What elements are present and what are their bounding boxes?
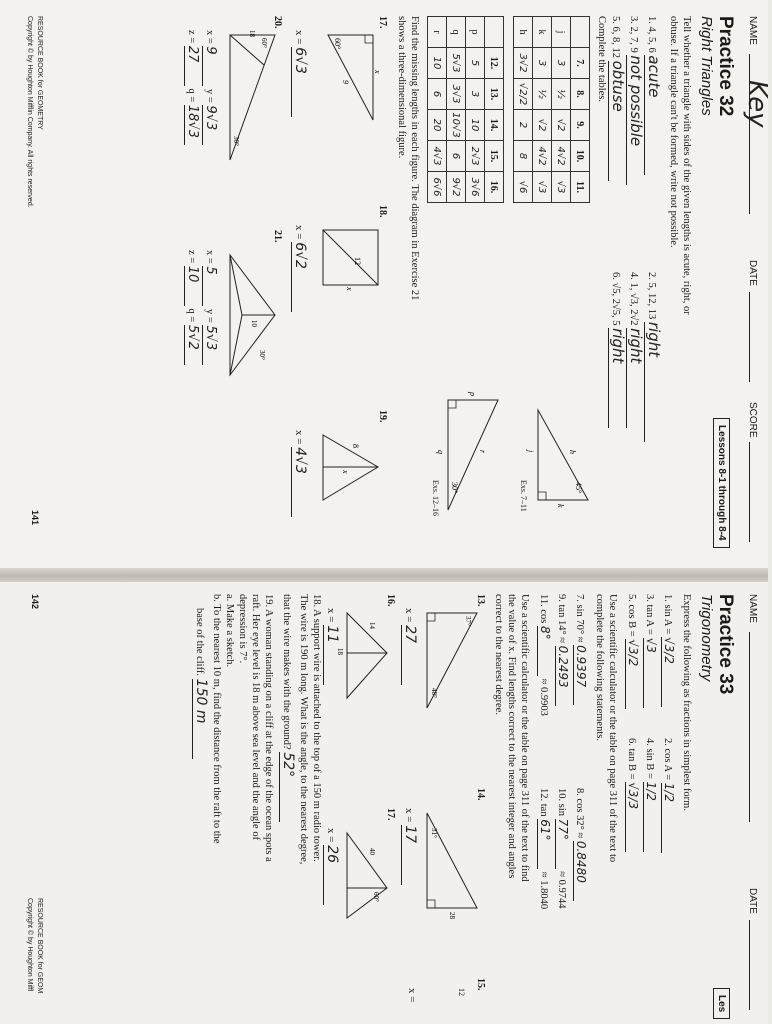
footer-line-2: Copyright © by Houghton Mifflin Company. All rights reserved. [26,16,33,208]
fig20-answers: x = 9 y = 9√3 [202,30,218,145]
fig21-pyramid [220,250,280,380]
item-5: 5. 6, 8, 12 obtuse [608,16,627,181]
svg-text:30°: 30° [232,136,240,146]
angle-45: 45° [574,482,583,494]
stmt-7: 7. sin 70° ≈ 0.9397 [573,594,588,705]
item-1: 1. 4, 5, 6 acute [644,16,663,175]
svg-text:28: 28 [448,912,456,919]
fig19-triangle [313,430,383,510]
table-line-1: Use a scientific calculator or the table on page 311 of the text to find [519,594,530,882]
fig21-answers-2: z = 10 q = 5√2 [184,250,200,365]
fig15-answer: x = [406,988,418,1003]
fig18-answer: x = 6√2 [291,225,308,312]
svg-text:x: x [345,287,354,291]
exs-label-12-16: Exs. 12–16 [431,480,440,516]
p19-line-2: raft. Her eye level is 18 m above sea level and the angle of [250,594,261,841]
date-line [749,292,750,382]
footer-line-2-r: Copyright © by Houghton Miffl [26,898,33,992]
lessons-badge-2: Les [713,988,730,1019]
lessons-badge: Lessons 8-1 through 8-4 [713,418,730,548]
svg-text:14: 14 [368,622,376,629]
stmt-9: 9. tan 14° ≈ 0.2493 [555,594,570,706]
table-exercises-7-11: 7. 8. 9. 10. 11. j 3 ½ √2 4√2 √3 k 3 ½ √2 4√2 √3 h 3√2 √2/2 2 8 √6 [513,16,590,203]
svg-text:31°: 31° [430,828,438,838]
page-number-142: 142 [30,594,40,610]
fig20-triangle [220,30,280,170]
fraction-1: 1. sin A = √3/2 [661,594,676,707]
score-label: SCORE [747,402,758,438]
express-line: Express the following as fractions in simplest form. [681,594,692,811]
fraction-5: 5. cos B = √3/2 [625,594,640,709]
fig16-triangle [336,608,392,708]
score-line [749,442,750,542]
fig17r-triangle [342,828,392,928]
find-line-2: shows a three-dimensional figure. [396,16,407,159]
fig16-answer: x = 11 [323,608,340,685]
fig21-number: 21. [272,230,283,243]
svg-text:60°: 60° [372,892,380,902]
page-number-141: 141 [30,510,40,526]
practice-33-sheet [18,588,758,1018]
svg-text:p: p [468,392,477,396]
p19-b2: base of the cliff. 150 m [192,608,209,759]
svg-text:48°: 48° [430,688,438,698]
fraction-4: 4. sin B = 1/2 [643,738,658,852]
p19-b1: b. To the nearest 10 m, find the distance from the raft to the [211,594,222,844]
date-line-2 [749,920,750,1010]
practice-title: Practice 32 [715,16,736,117]
stmt-11: 11. cos 8° ≈ 0.9903 [538,594,552,716]
fig20-number: 20. [272,16,283,29]
svg-text:k: k [556,504,565,508]
footer-line-1-r: RESOURCE BOOK for GEOM [36,898,43,994]
fig17-angle: 60° [333,38,342,50]
stmt-12: 12. tan 61° ≈ 1.8040 [538,788,552,910]
fig14-triangle [422,808,482,918]
fig17r-answer: x = 26 [323,828,340,905]
name-line-2 [749,632,750,822]
fig20-answers-2: z = 27 q = 18√3 [184,30,200,145]
p19-line-3: depression is 7°. [237,594,248,664]
svg-text:x: x [341,470,350,474]
item-2: 2. 5, 12, 13 right [644,272,663,442]
stmt-8: 8. cos 32° ≈ 0.8480 [573,788,588,901]
exs-label-7-11: Exs. 7–11 [519,480,528,512]
reference-triangles [428,390,598,540]
fig18-square [313,225,383,295]
p19-line-1: 19. A woman standing on a cliff at the edge of the ocean spots a [263,594,274,862]
p18-line-2: The wire is 190 m long. What is the angle, to the nearest degree, [298,594,309,865]
fig18-side: 12 [353,257,362,265]
fig17-triangle [313,30,383,140]
calc-line-1: Use a scientific calculator or the table on page 311 of the text to [607,594,618,863]
svg-text:40: 40 [368,848,376,855]
fig18-number: 18. [377,205,388,218]
svg-text:h: h [568,450,577,454]
p18-line-1: 18. A support wire is attached to the top of a 150 m radio tower. [311,594,322,862]
item-4: 4. 1, √3, 2√2 right [626,272,645,428]
fig17-side: 9 [341,80,350,84]
complete-tables: Complete the tables. [596,16,607,103]
fig13-number: 13. [475,594,486,607]
svg-text:30°: 30° [258,350,266,360]
fig15-number: 15. [475,978,486,991]
fig19-answer: x = 4√3 [291,430,308,517]
fig14-number: 14. [475,788,486,801]
fig13-answer: x = 27 [401,608,418,685]
name-label-2: NAME [747,594,758,623]
stmt-10: 10. sin 77° ≈ 0.9744 [556,788,570,909]
fig16-number: 16. [385,594,396,607]
fraction-6: 6. tan B = √3/3 [625,738,640,852]
fraction-2: 2. cos A = 1/2 [661,738,676,853]
find-line-1: Find the missing lengths in each figure. The diagram in Exercise 21 [409,16,420,301]
svg-text:18: 18 [336,648,344,655]
svg-text:37°: 37° [464,616,472,626]
triangle-exs-12-16 [448,400,498,510]
table-line-2: the value of x. Find lengths correct to the nearest integer and angles [506,594,517,879]
name-value: Key [742,80,772,128]
fig17-number: 17. [377,16,388,29]
item-3: 3. 2, 7, 9 not possible [626,16,645,185]
footer-line-1: RESOURCE BOOK for GEOMETRY [36,16,43,130]
fig14-answer: x = 17 [401,808,418,885]
svg-text:j: j [526,450,535,453]
svg-text:10: 10 [250,320,258,327]
fig13-triangle [422,608,482,718]
fraction-3: 3. tan A = √3 [643,594,658,708]
p18-line-3: that the wire makes with the ground? 52° [279,594,296,822]
svg-text:x: x [373,70,382,74]
fig19-side: 8 [351,444,360,448]
fig15-side: 12 [457,988,466,996]
svg-text:18: 18 [248,30,256,37]
practice-subtitle-2: Trigonometry [698,594,715,682]
name-line [749,54,750,214]
table-exercises-12-16: 12. 13. 14. 15. 16. p 5 3 10 2√3 3√6 q 5√3 3√3 10√3 6 9√2 r 10 6 20 4√3 6√6 [427,16,504,203]
date-label: DATE [747,260,758,286]
date-label-2: DATE [747,888,758,914]
fig17r-number: 17. [385,808,396,821]
calc-line-2: complete the following statements. [594,594,605,741]
name-label: NAME [747,16,758,45]
intro-line-1: Tell whether a triangle with sides of the given lengths is acute, right, or [681,16,692,315]
svg-text:q: q [436,450,445,454]
practice-title-2: Practice 33 [715,594,736,695]
svg-text:r: r [478,450,487,454]
practice-subtitle: Right Triangles [698,16,715,116]
p19-a: a. Make a sketch. [224,594,235,668]
svg-text:60°: 60° [260,38,268,48]
item-6: 6. √5, 2√5, 5 right [608,272,627,428]
fig21-answers: x = 5 y = 5√3 [202,250,218,365]
fig19-number: 19. [377,410,388,423]
table-line-3: correct to the nearest degree. [493,594,504,715]
svg-text:30°: 30° [450,482,459,494]
practice-32-sheet [18,10,772,555]
intro-line-2: obtuse. If a triangle can't be formed, write not possible. [668,16,679,248]
fig17-answer: x = 6√3 [291,30,308,117]
